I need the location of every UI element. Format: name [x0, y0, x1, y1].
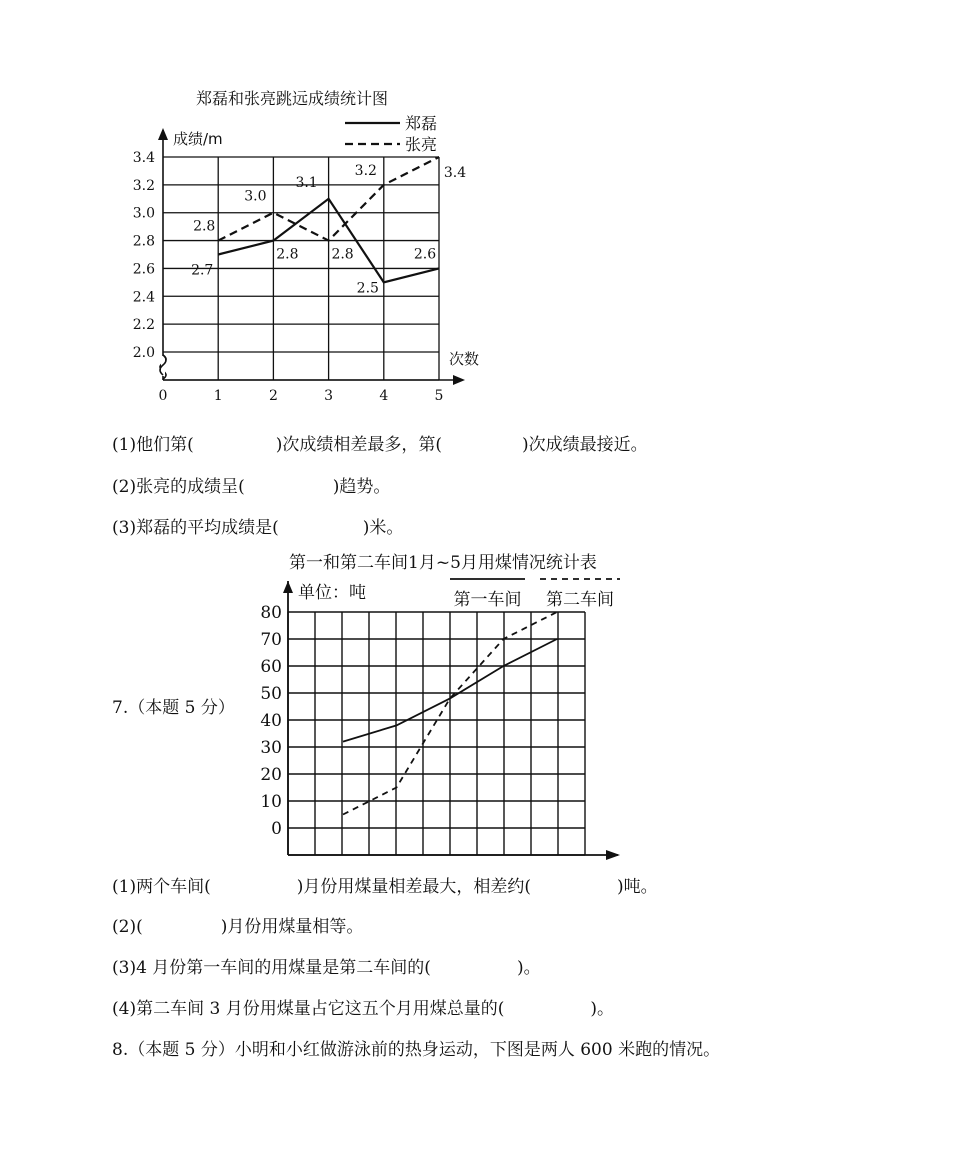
chart2-ytick-label: 30 — [260, 738, 282, 758]
chart1-ylabel: 成绩/m — [173, 130, 223, 148]
q7-2-part-b: )月份用煤量相等。 — [220, 917, 364, 937]
q7-3-part-b: )。 — [516, 958, 541, 978]
q1-2-part-b: )趋势。 — [332, 477, 391, 497]
chart1-xtick-label: 4 — [379, 388, 389, 404]
q1-1-part-c: )次成绩最接近。 — [521, 435, 648, 455]
chart1-title: 郑磊和张亮跳远成绩统计图 — [195, 89, 389, 108]
q1-3-part-b: )米。 — [362, 518, 404, 538]
chart1-data-label: 3.0 — [244, 188, 267, 205]
question-7-2 — [112, 912, 363, 937]
chart1-data-label: 3.2 — [354, 162, 377, 179]
chart1-data-label: 2.8 — [331, 246, 354, 263]
chart1-data-label: 2.6 — [413, 246, 437, 263]
chart1-data-label: 3.4 — [443, 165, 467, 181]
chart1-xtick-label: 5 — [434, 388, 444, 404]
question-7-1 — [112, 872, 658, 897]
problem-8-text: 8.（本题 5 分）小明和小红做游泳前的热身运动，下图是两人 600 米跑的情况。 — [112, 1040, 721, 1060]
chart2-grid — [288, 612, 585, 855]
q1-1-part-b: )次成绩相差最多，第( — [275, 435, 442, 455]
chart1-ytick-label: 3.4 — [132, 150, 155, 166]
chart2-legend-label: 第一车间 — [453, 590, 522, 610]
chart1-xtick-label: 0 — [158, 388, 168, 404]
chart2-legend-label: 第二车间 — [546, 590, 614, 610]
chart2-ytick-label: 70 — [260, 630, 282, 650]
chart1-ytick-label: 2.0 — [132, 345, 155, 361]
chart2-legend — [450, 579, 620, 610]
chart1-data-label: 2.8 — [193, 218, 216, 235]
q7-2-part-a: (2)( — [112, 917, 143, 937]
chart1-ytick-label: 2.6 — [132, 261, 155, 278]
chart1-ytick-label: 2.4 — [132, 289, 155, 306]
chart1-data-label: 2.8 — [276, 246, 299, 263]
chart2-ytick-label: 50 — [260, 684, 282, 704]
chart1-xtick-label: 1 — [213, 388, 223, 404]
chart2-x-arrow — [606, 850, 620, 860]
chart2-y-arrow — [283, 581, 293, 593]
chart1-data-label: 2.5 — [356, 280, 379, 297]
chart1-ytick-label: 2.2 — [132, 317, 155, 334]
chart2-ylabel: 单位：吨 — [298, 583, 366, 603]
chart1-legend-label: 张亮 — [405, 135, 438, 154]
chart1-legend-label: 郑磊 — [405, 114, 438, 133]
problem-7-label: 7.（本题 5 分） — [112, 698, 235, 718]
chart2-ytick-label: 0 — [271, 819, 282, 839]
q7-4-part-a: (4)第二车间 3 月份用煤量占它这五个月用煤总量的( — [112, 999, 505, 1019]
chart1-ytick-label: 3.0 — [132, 205, 155, 222]
chart1-xlabel: 次数 — [449, 350, 480, 368]
chart2-ytick-label: 60 — [260, 657, 282, 677]
chart1-xtick-label: 2 — [268, 388, 278, 404]
q1-1-part-a: (1)他们第( — [112, 435, 194, 455]
chart1-data-label: 3.1 — [295, 174, 318, 191]
chart1-tick-labels — [133, 130, 479, 404]
coal-usage-line-chart — [0, 545, 961, 865]
chart1-data-label: 2.7 — [191, 262, 214, 279]
q7-1-part-c: )吨。 — [616, 877, 658, 897]
q1-2-part-a: (2)张亮的成绩呈( — [112, 477, 245, 497]
q7-4-part-b: )。 — [590, 999, 614, 1019]
q7-3-part-a: (3)4 月份第一车间的用煤量是第二车间的( — [112, 958, 431, 978]
chart2-ytick-label: 80 — [260, 603, 282, 623]
q7-1-part-b: )月份用煤量相差最大，相差约( — [296, 877, 531, 897]
long-jump-line-chart — [0, 0, 961, 420]
question-7-3 — [112, 953, 541, 978]
chart2-ytick-label: 20 — [260, 765, 282, 785]
chart1-legend — [345, 114, 437, 154]
question-1-3 — [112, 513, 403, 538]
chart2-title: 第一和第二车间1月~5月用煤情况统计表 — [289, 553, 597, 573]
q7-1-part-a: (1)两个车间( — [112, 877, 211, 897]
chart2-ytick-label: 40 — [260, 711, 282, 731]
question-1-2 — [112, 472, 390, 497]
chart1-y-arrow — [158, 128, 168, 140]
chart2-ytick-label: 10 — [260, 792, 282, 812]
question-1-1 — [112, 430, 648, 455]
q1-3-part-a: (3)郑磊的平均成绩是( — [112, 518, 279, 538]
chart2-tick-labels — [260, 583, 571, 865]
chart1-ytick-label: 3.2 — [132, 177, 155, 194]
chart1-x-arrow — [453, 375, 465, 385]
chart1-xtick-label: 3 — [324, 388, 334, 404]
chart1-ytick-label: 2.8 — [132, 233, 155, 250]
question-7-4 — [112, 994, 614, 1019]
